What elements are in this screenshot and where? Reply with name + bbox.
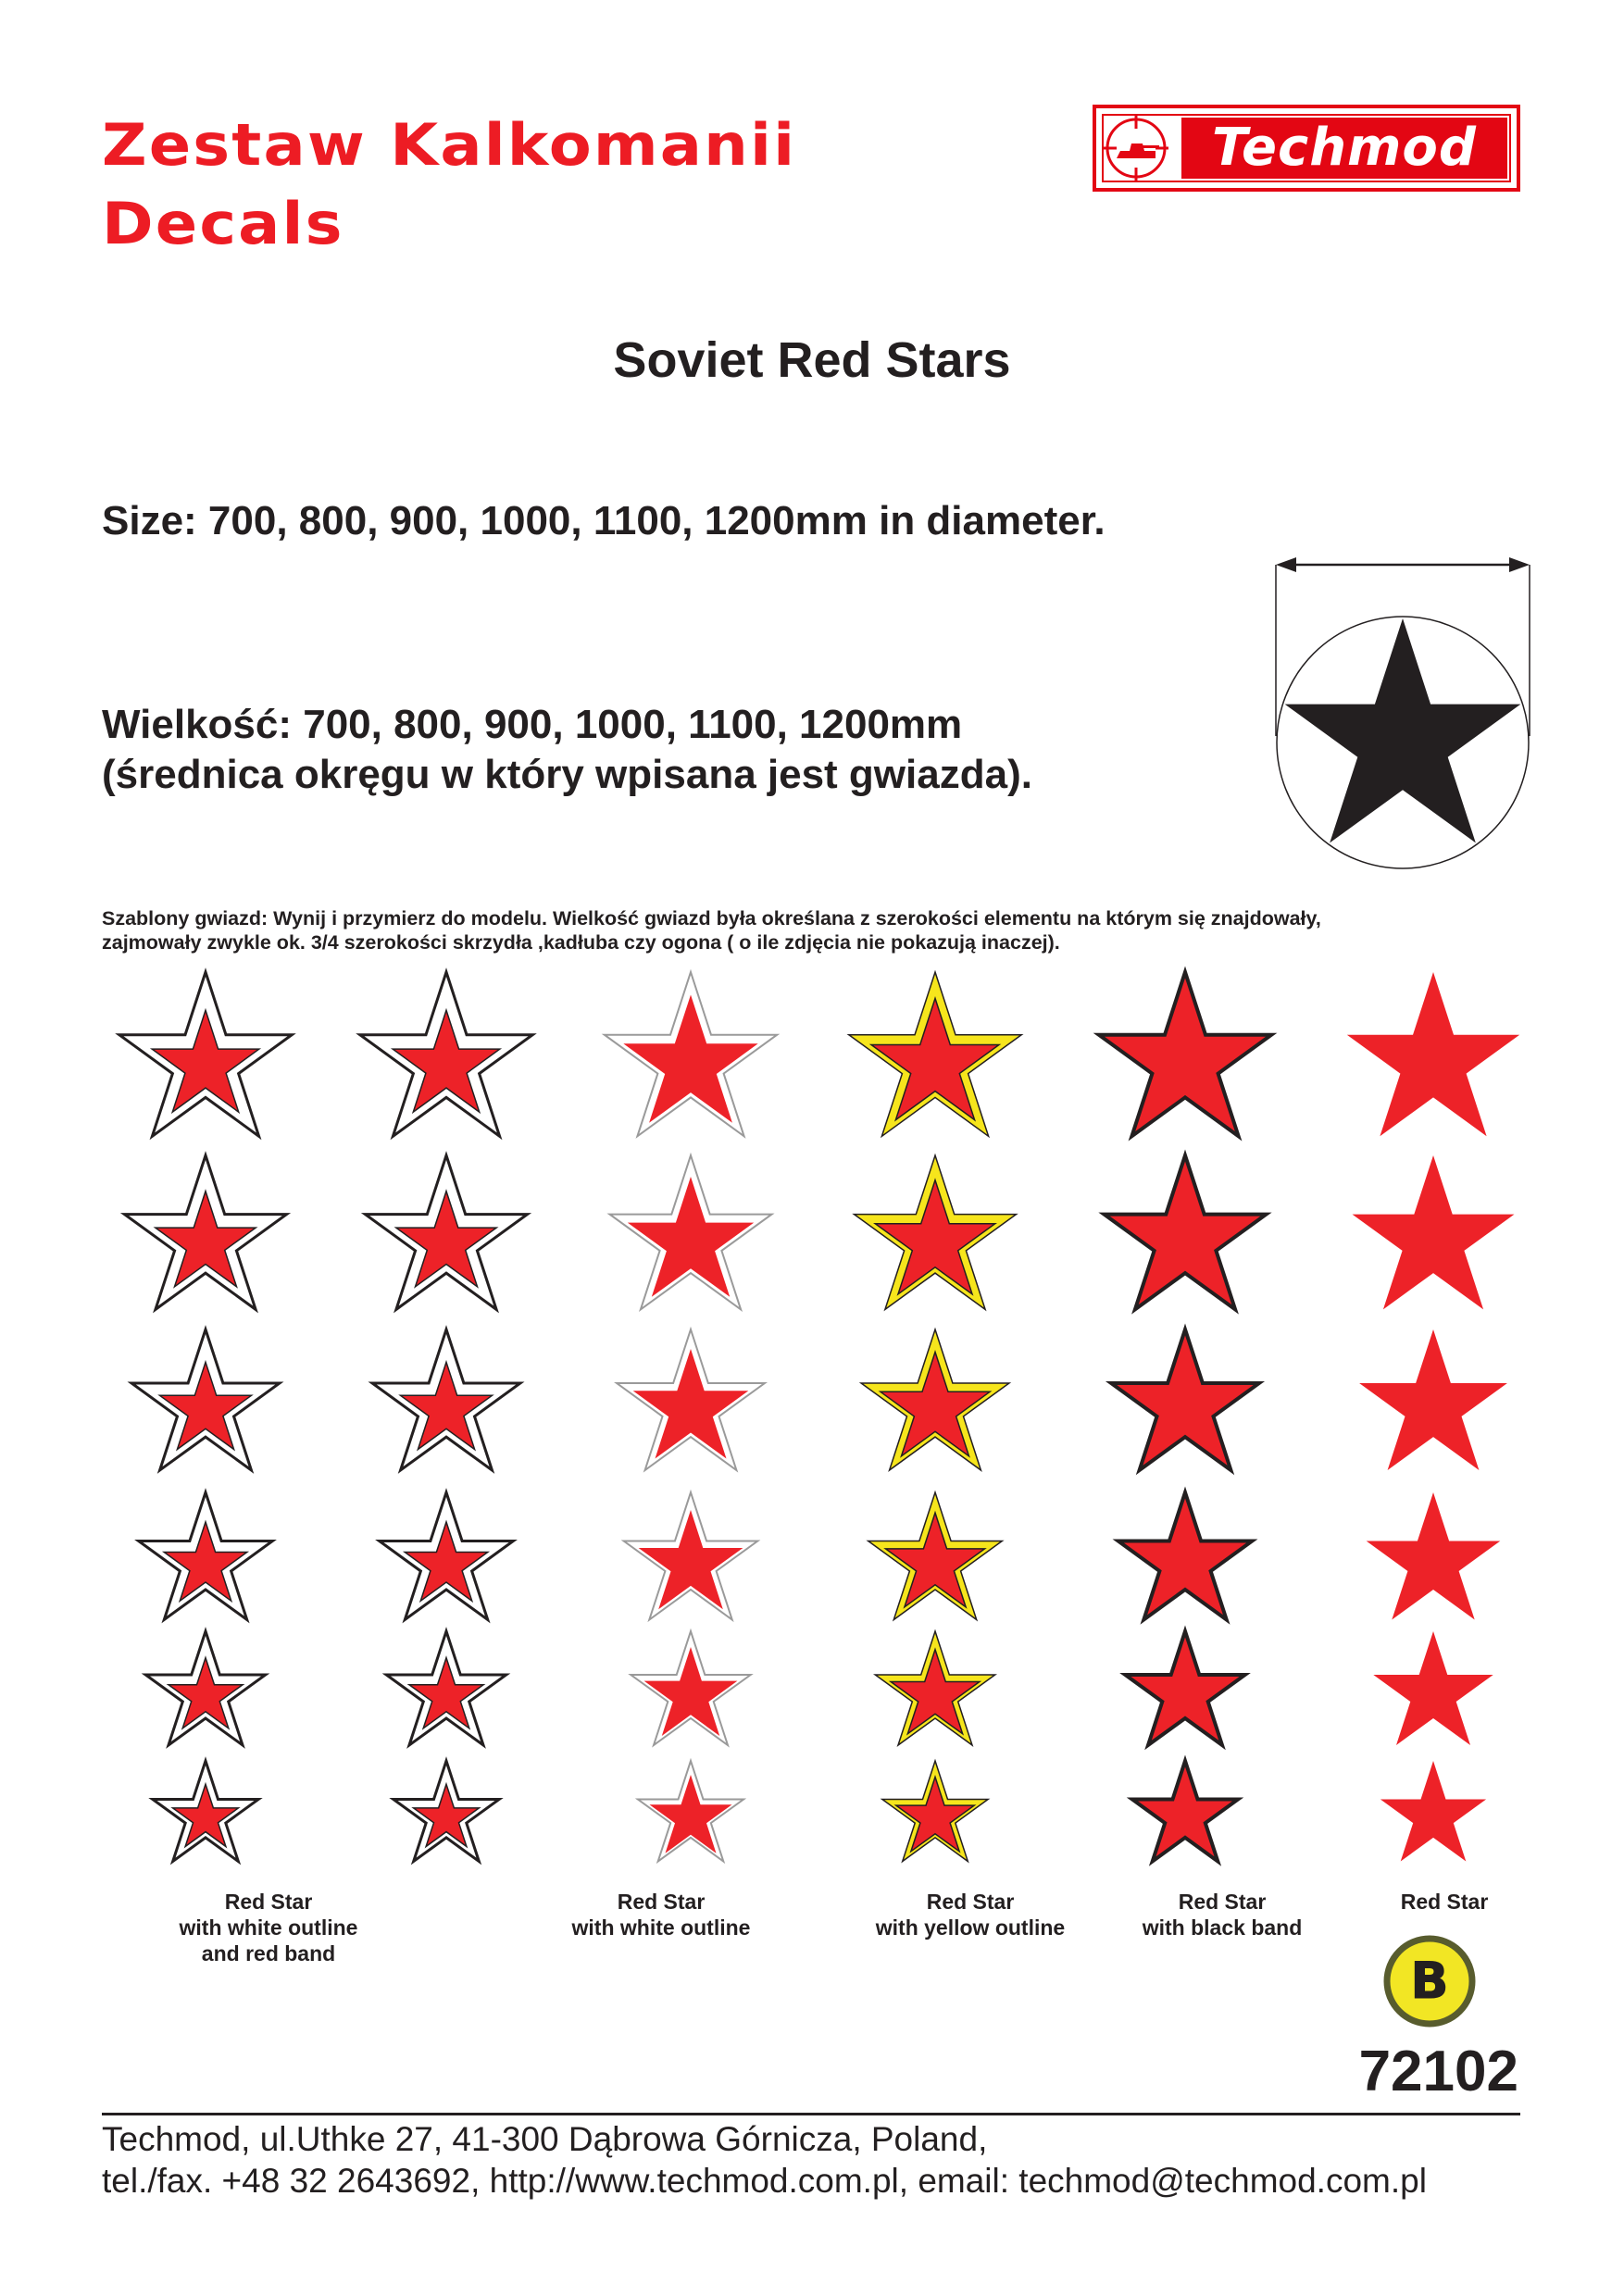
size-text-polish-line-1: Wielkość: 700, 800, 900, 1000, 1100, 1200mm: [102, 702, 963, 747]
caption-plain: [1305, 1889, 1583, 1915]
stencil-note-line-2: zajmowały zwykle ok. 3/4 szerokości skrzydła ,kadłuba czy ogona ( o ile zdjęcia nie pokazują inaczej).: [102, 931, 1060, 954]
brand-name: Techmod: [1181, 118, 1507, 179]
caption-line: with white outline: [179, 1915, 358, 1940]
difficulty-badge: [1383, 1935, 1476, 2028]
caption-line: and red band: [201, 1941, 336, 1965]
footer-divider: [102, 2113, 1520, 2115]
star-yellow-outline-inner: [886, 1513, 985, 1607]
title-line-1: Zestaw Kalkomanii: [102, 111, 797, 179]
caption-line: Red Star: [926, 1890, 1015, 1914]
star-plain: [1373, 1631, 1493, 1745]
caption-line: Red Star: [1400, 1890, 1489, 1914]
star-plain: [1380, 1761, 1486, 1862]
star-yellow-outline-inner: [875, 1180, 994, 1294]
badge-letter: B: [1410, 1952, 1449, 2010]
star-yellow-outline-inner: [891, 1650, 980, 1734]
caption-white-outline-red-band: [102, 1889, 435, 1966]
star-plain: [1367, 1492, 1501, 1620]
star-black-band: [1111, 1329, 1259, 1470]
title-line-2: Decals: [102, 190, 344, 257]
caption-line: with yellow outline: [875, 1915, 1066, 1940]
caption-line: Red Star: [1178, 1890, 1267, 1914]
star-black-band: [1132, 1761, 1238, 1862]
size-text-english: Size: 700, 800, 900, 1000, 1100, 1200mm in diameter.: [102, 498, 1106, 543]
star-plain: [1359, 1329, 1507, 1470]
page-subtitle: Soviet Red Stars: [613, 332, 1011, 388]
caption-white-outline: [494, 1889, 828, 1940]
product-code: 72102: [1358, 2040, 1518, 2103]
star-black-band: [1099, 972, 1271, 1136]
star-yellow-outline-inner: [871, 998, 999, 1119]
footer-address: Techmod, ul.Uthke 27, 41-300 Dąbrowa Górnicza, Poland,: [102, 2120, 988, 2158]
stencil-note-line-1: Szablony gwiazd: Wynij i przymierz do modelu. Wielkość gwiazd była określana z szerokości elementu na którym się znajdowały,: [102, 907, 1321, 930]
star-black-band: [1118, 1492, 1253, 1620]
star-yellow-outline-inner: [896, 1777, 974, 1851]
caption-line: with white outline: [571, 1915, 751, 1940]
size-text-polish-line-2: (średnica okręgu w który wpisana jest gwiazda).: [102, 752, 1032, 797]
caption-line: Red Star: [224, 1890, 313, 1914]
footer-contact: tel./fax. +48 32 2643692, http://www.techmod.com.pl, email: techmod@techmod.com.pl: [102, 2162, 1427, 2200]
star-black-band: [1105, 1155, 1267, 1309]
star-black-band: [1125, 1631, 1244, 1745]
caption-line: with black band: [1142, 1915, 1303, 1940]
caption-line: Red Star: [617, 1890, 706, 1914]
star-plain: [1353, 1155, 1515, 1309]
star-plain: [1347, 972, 1519, 1136]
star-yellow-outline-inner: [881, 1352, 990, 1455]
